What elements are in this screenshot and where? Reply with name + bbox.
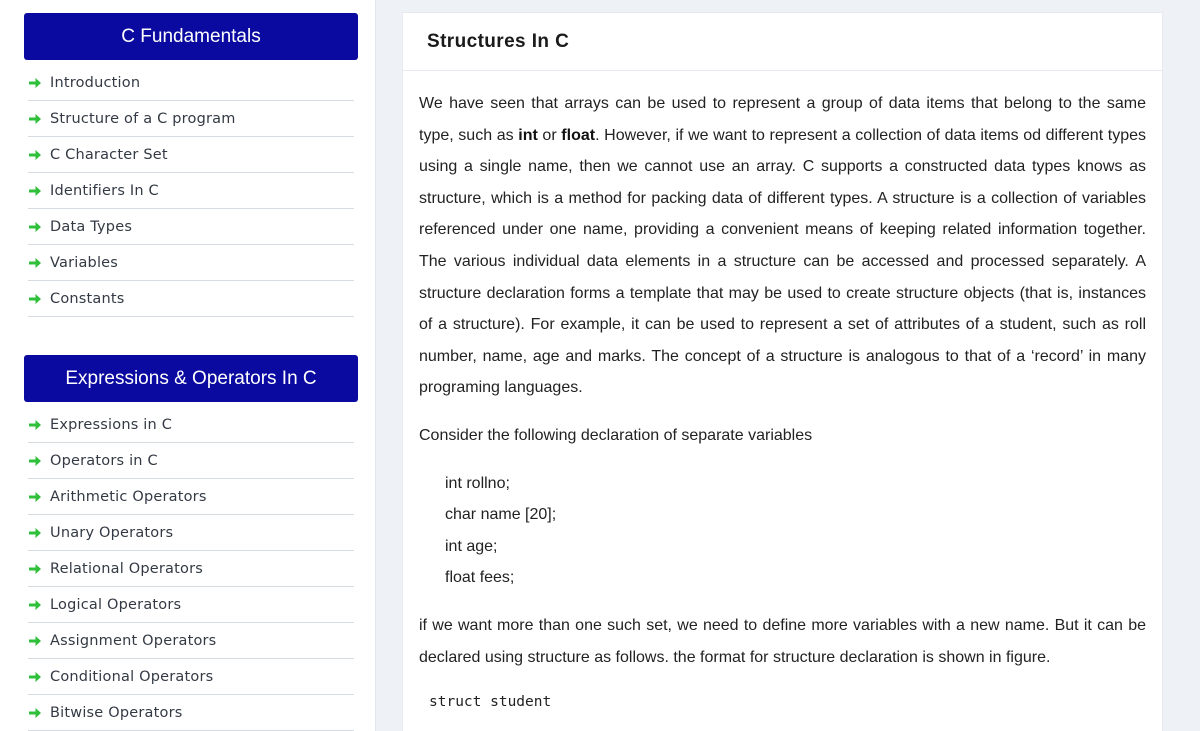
sidebar-item-c-character-set[interactable] xyxy=(28,137,354,173)
sidebar-item-label: Data Types xyxy=(50,218,133,235)
page-title: Structures In C xyxy=(403,13,1162,71)
sidebar-item-bitwise-operators[interactable] xyxy=(28,695,354,731)
article-body xyxy=(403,88,1162,710)
sidebar-item-operators-in-c[interactable] xyxy=(28,443,354,479)
sidebar-item-label: Identifiers In C xyxy=(50,182,159,199)
sidebar-item-label: Structure of a C program xyxy=(50,110,236,127)
sidebar-item-label: Arithmetic Operators xyxy=(50,488,207,505)
arrow-right-icon xyxy=(28,148,42,162)
sidebar-item-label: Expressions in C xyxy=(50,416,173,433)
arrow-right-icon xyxy=(28,490,42,504)
keyword-float: float xyxy=(561,126,596,144)
section-header-c-fundamentals: C Fundamentals xyxy=(24,13,358,60)
code-line: int rollno; xyxy=(445,474,510,492)
arrow-right-icon xyxy=(28,562,42,576)
sidebar-item-introduction[interactable] xyxy=(28,65,354,101)
article-paragraph-consider: Consider the following declaration of separate variables xyxy=(419,426,813,444)
sidebar-item-label: Assignment Operators xyxy=(50,632,217,649)
article-paragraph-structure-format: if we want more than one such set, we need to define more variables with a new name. But it can be declared using structure as follows. the format for structure declaration is shown in figure. xyxy=(419,616,1146,666)
arrow-right-icon xyxy=(28,292,42,306)
arrow-right-icon xyxy=(28,634,42,648)
sidebar-item-conditional-operators[interactable] xyxy=(28,659,354,695)
keyword-int: int xyxy=(518,126,538,144)
sidebar-item-relational-operators[interactable] xyxy=(28,551,354,587)
arrow-right-icon xyxy=(28,670,42,684)
arrow-right-icon xyxy=(28,220,42,234)
sidebar-item-assignment-operators[interactable] xyxy=(28,623,354,659)
menu-expressions-operators xyxy=(28,407,354,731)
arrow-right-icon xyxy=(28,706,42,720)
text-segment: We have seen that arrays can be used to represent a group of data items that belong to the same type, such as xyxy=(419,95,1146,144)
sidebar-item-label: Operators in C xyxy=(50,452,158,469)
sidebar-item-label: Variables xyxy=(50,254,119,271)
text-segment: . However, if we want to represent a collection of data items od different types using a single name, then we cannot use an array. C supports a constructed data types knows as structure, which is a method for packing data of different types. A structure is a collection of variables referenced under one name, providing a convenient means of keeping related information together. The various individual data elements in a structure can be accessed and processed separately. A structure declaration forms a template that may be used to create structure objects (that is, instances of a structure). For example, it can be used to represent a set of attributes of a student, such as roll number, name, age and marks. The concept of a structure is analogous to that of a ‘record’ in many programing languages. xyxy=(419,126,1147,397)
sidebar-item-label: C Character Set xyxy=(50,146,168,163)
sidebar-item-label: Constants xyxy=(50,290,125,307)
sidebar-item-identifiers-in-c[interactable] xyxy=(28,173,354,209)
sidebar-item-data-types[interactable] xyxy=(28,209,354,245)
variable-declarations xyxy=(445,468,1146,594)
sidebar-item-constants[interactable] xyxy=(28,281,354,317)
code-line: float fees; xyxy=(445,569,515,587)
sidebar-item-structure-of-a-c-program[interactable] xyxy=(28,101,354,137)
arrow-right-icon xyxy=(28,598,42,612)
sidebar-item-label: Introduction xyxy=(50,74,141,91)
arrow-right-icon xyxy=(28,526,42,540)
arrow-right-icon xyxy=(28,454,42,468)
sidebar xyxy=(0,0,376,731)
sidebar-item-unary-operators[interactable] xyxy=(28,515,354,551)
article-paragraph-intro xyxy=(419,88,1146,404)
arrow-right-icon xyxy=(28,76,42,90)
sidebar-item-label: Relational Operators xyxy=(50,560,204,577)
sidebar-item-expressions-in-c[interactable] xyxy=(28,407,354,443)
sidebar-item-label: Bitwise Operators xyxy=(50,704,183,721)
sidebar-item-label: Unary Operators xyxy=(50,524,174,541)
sidebar-item-label: Logical Operators xyxy=(50,596,182,613)
text-segment: or xyxy=(537,126,562,144)
sidebar-item-variables[interactable] xyxy=(28,245,354,281)
code-line: int age; xyxy=(445,537,498,555)
arrow-right-icon xyxy=(28,184,42,198)
menu-c-fundamentals xyxy=(28,65,354,317)
sidebar-item-logical-operators[interactable] xyxy=(28,587,354,623)
sidebar-item-arithmetic-operators[interactable] xyxy=(28,479,354,515)
struct-code-block: struct student xyxy=(429,694,552,711)
arrow-right-icon xyxy=(28,256,42,270)
sidebar-item-label: Conditional Operators xyxy=(50,668,214,685)
article-panel xyxy=(402,12,1163,731)
arrow-right-icon xyxy=(28,112,42,126)
code-line: char name [20]; xyxy=(445,506,557,524)
section-header-expressions-operators: Expressions & Operators In C xyxy=(24,355,358,402)
arrow-right-icon xyxy=(28,418,42,432)
